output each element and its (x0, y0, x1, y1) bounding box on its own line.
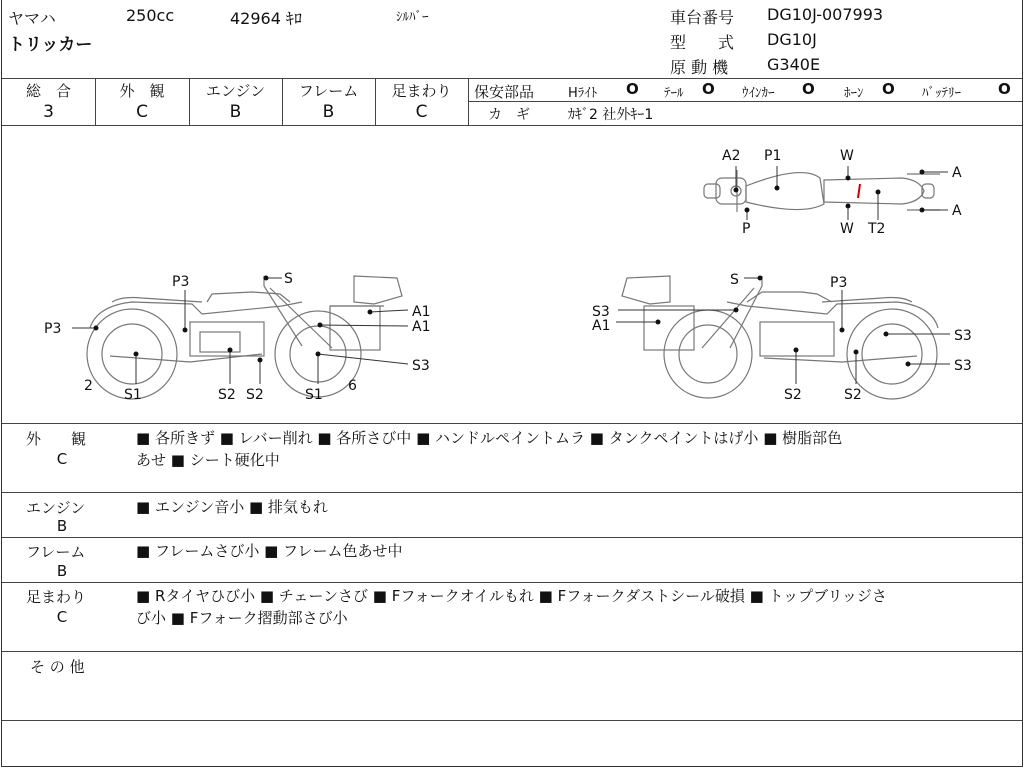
note-suspension-line2: び小 ■ Fフォーク摺動部さび小 (136, 609, 348, 627)
divider (2, 582, 1022, 583)
label-s2-a: S2 (218, 387, 236, 403)
divider (2, 537, 1022, 538)
note-suspension-line1: ■ Rタイヤひび小 ■ チェーンさび ■ Fフォークオイルもれ ■ Fフォークダストシール破損 ■ トップブリッジさ (136, 587, 887, 605)
grade-engine-label: エンジン (205, 82, 266, 100)
safety-winker-mark: O (802, 80, 815, 98)
divider (2, 720, 1022, 721)
grade-exterior-value: C (136, 102, 148, 122)
label-a1-left: A1 (592, 318, 611, 334)
label-s2-a-right: S2 (784, 387, 802, 403)
note-engine-label: エンジン (26, 499, 86, 517)
key-value: ｶｷﾞ2 社外ｷｰ1 (568, 107, 654, 123)
note-frame-label: フレーム (26, 543, 86, 561)
grade-overall-value: 3 (43, 102, 54, 122)
safety-tail-label: ﾃｰﾙ (664, 86, 684, 101)
note-other-label: そ の 他 (30, 658, 85, 676)
model-name: トリッカー (8, 35, 93, 55)
grade-engine-value: B (229, 102, 242, 122)
grade-suspension-value: C (415, 102, 428, 122)
label-w-bottom: W (840, 221, 854, 237)
divider (2, 492, 1022, 493)
type-label: 型 式 (670, 33, 735, 52)
label-p: P (742, 221, 751, 237)
label-a1-upper: A1 (412, 304, 431, 320)
label-s3: S3 (412, 358, 430, 374)
label-s-top: S (284, 271, 293, 287)
label-a1-lower: A1 (412, 319, 431, 335)
safety-battery-label: ﾊﾞｯﾃﾘｰ (922, 86, 961, 101)
label-a2: A2 (722, 148, 741, 164)
label-s3-right-upper: S3 (954, 328, 972, 344)
label-w-top: W (840, 148, 854, 164)
label-s3-right-lower: S3 (954, 358, 972, 374)
grade-exterior-label: 外 観 (119, 82, 165, 100)
label-s1-left: S1 (124, 387, 142, 403)
divider (468, 101, 1022, 102)
note-suspension-label: 足まわり (26, 588, 87, 606)
safety-headlight-mark: O (626, 80, 639, 98)
grade-overall-label: 総 合 (25, 82, 71, 100)
note-suspension-grade: C (56, 608, 68, 626)
maker: ヤマハ (8, 9, 56, 28)
type-value: DG10J (767, 30, 817, 49)
note-frame-line1: ■ フレームさび小 ■ フレーム色あせ中 (136, 542, 403, 560)
safety-horn-label: ﾎｰﾝ (844, 86, 864, 101)
note-frame-grade: B (56, 562, 68, 580)
note-exterior-label: 外 観 (26, 430, 87, 448)
label-s1-right: S1 (305, 387, 323, 403)
label-p3-top-right: P3 (830, 275, 848, 291)
label-s2-b-right: S2 (844, 387, 862, 403)
engine-value: G340E (767, 55, 821, 74)
label-6: 6 (348, 378, 357, 394)
safety-tail-mark: O (702, 80, 715, 98)
label-a-top: A (952, 165, 962, 181)
safety-winker-label: ｳｲﾝｶｰ (742, 86, 775, 101)
label-s2-b: S2 (246, 387, 264, 403)
mileage: 42964 ｷﾛ (230, 9, 302, 28)
frame-no: DG10J-007993 (767, 5, 884, 24)
label-s3-left: S3 (592, 304, 610, 320)
divider (2, 78, 1022, 79)
frame-no-label: 車台番号 (670, 8, 735, 27)
safety-battery-mark: O (998, 80, 1011, 98)
label-t2: T2 (868, 221, 886, 237)
engine-label: 原 動 機 (670, 58, 729, 77)
safety-horn-mark: O (882, 80, 895, 98)
label-a-bottom: A (952, 203, 962, 219)
bike-top-view (704, 170, 940, 212)
grade-frame-value: B (322, 102, 335, 122)
divider (2, 423, 1022, 424)
damage-diagram (2, 126, 1022, 424)
bike-right-view (622, 276, 938, 399)
note-engine-grade: B (56, 517, 68, 535)
safety-headlight-label: Hﾗｲﾄ (568, 86, 598, 101)
label-p1: P1 (764, 148, 782, 164)
key-label: カ ギ (488, 107, 530, 123)
note-exterior-line2: あせ ■ シート硬化中 (136, 451, 280, 469)
damage-mark (858, 184, 860, 198)
inspection-sheet (1, 0, 1023, 767)
color: ｼﾙﾊﾞｰ (396, 10, 429, 25)
note-exterior-line1: ■ 各所きず ■ レバー削れ ■ 各所さび中 ■ ハンドルペイントムラ ■ タンクペイントはげ小 ■ 樹脂部色 (136, 429, 843, 447)
grade-frame-label: フレーム (298, 82, 359, 100)
note-engine-line1: ■ エンジン音小 ■ 排気もれ (136, 498, 328, 516)
grade-suspension-label: 足まわり (391, 82, 452, 100)
safety-title: 保安部品 (474, 83, 535, 101)
label-p3-top: P3 (172, 274, 190, 290)
label-p3-left: P3 (44, 321, 62, 337)
note-exterior-grade: C (56, 450, 68, 468)
label-s-top-right: S (730, 272, 739, 288)
label-2: 2 (84, 378, 93, 394)
divider (2, 651, 1022, 652)
displacement: 250cc (126, 6, 175, 25)
